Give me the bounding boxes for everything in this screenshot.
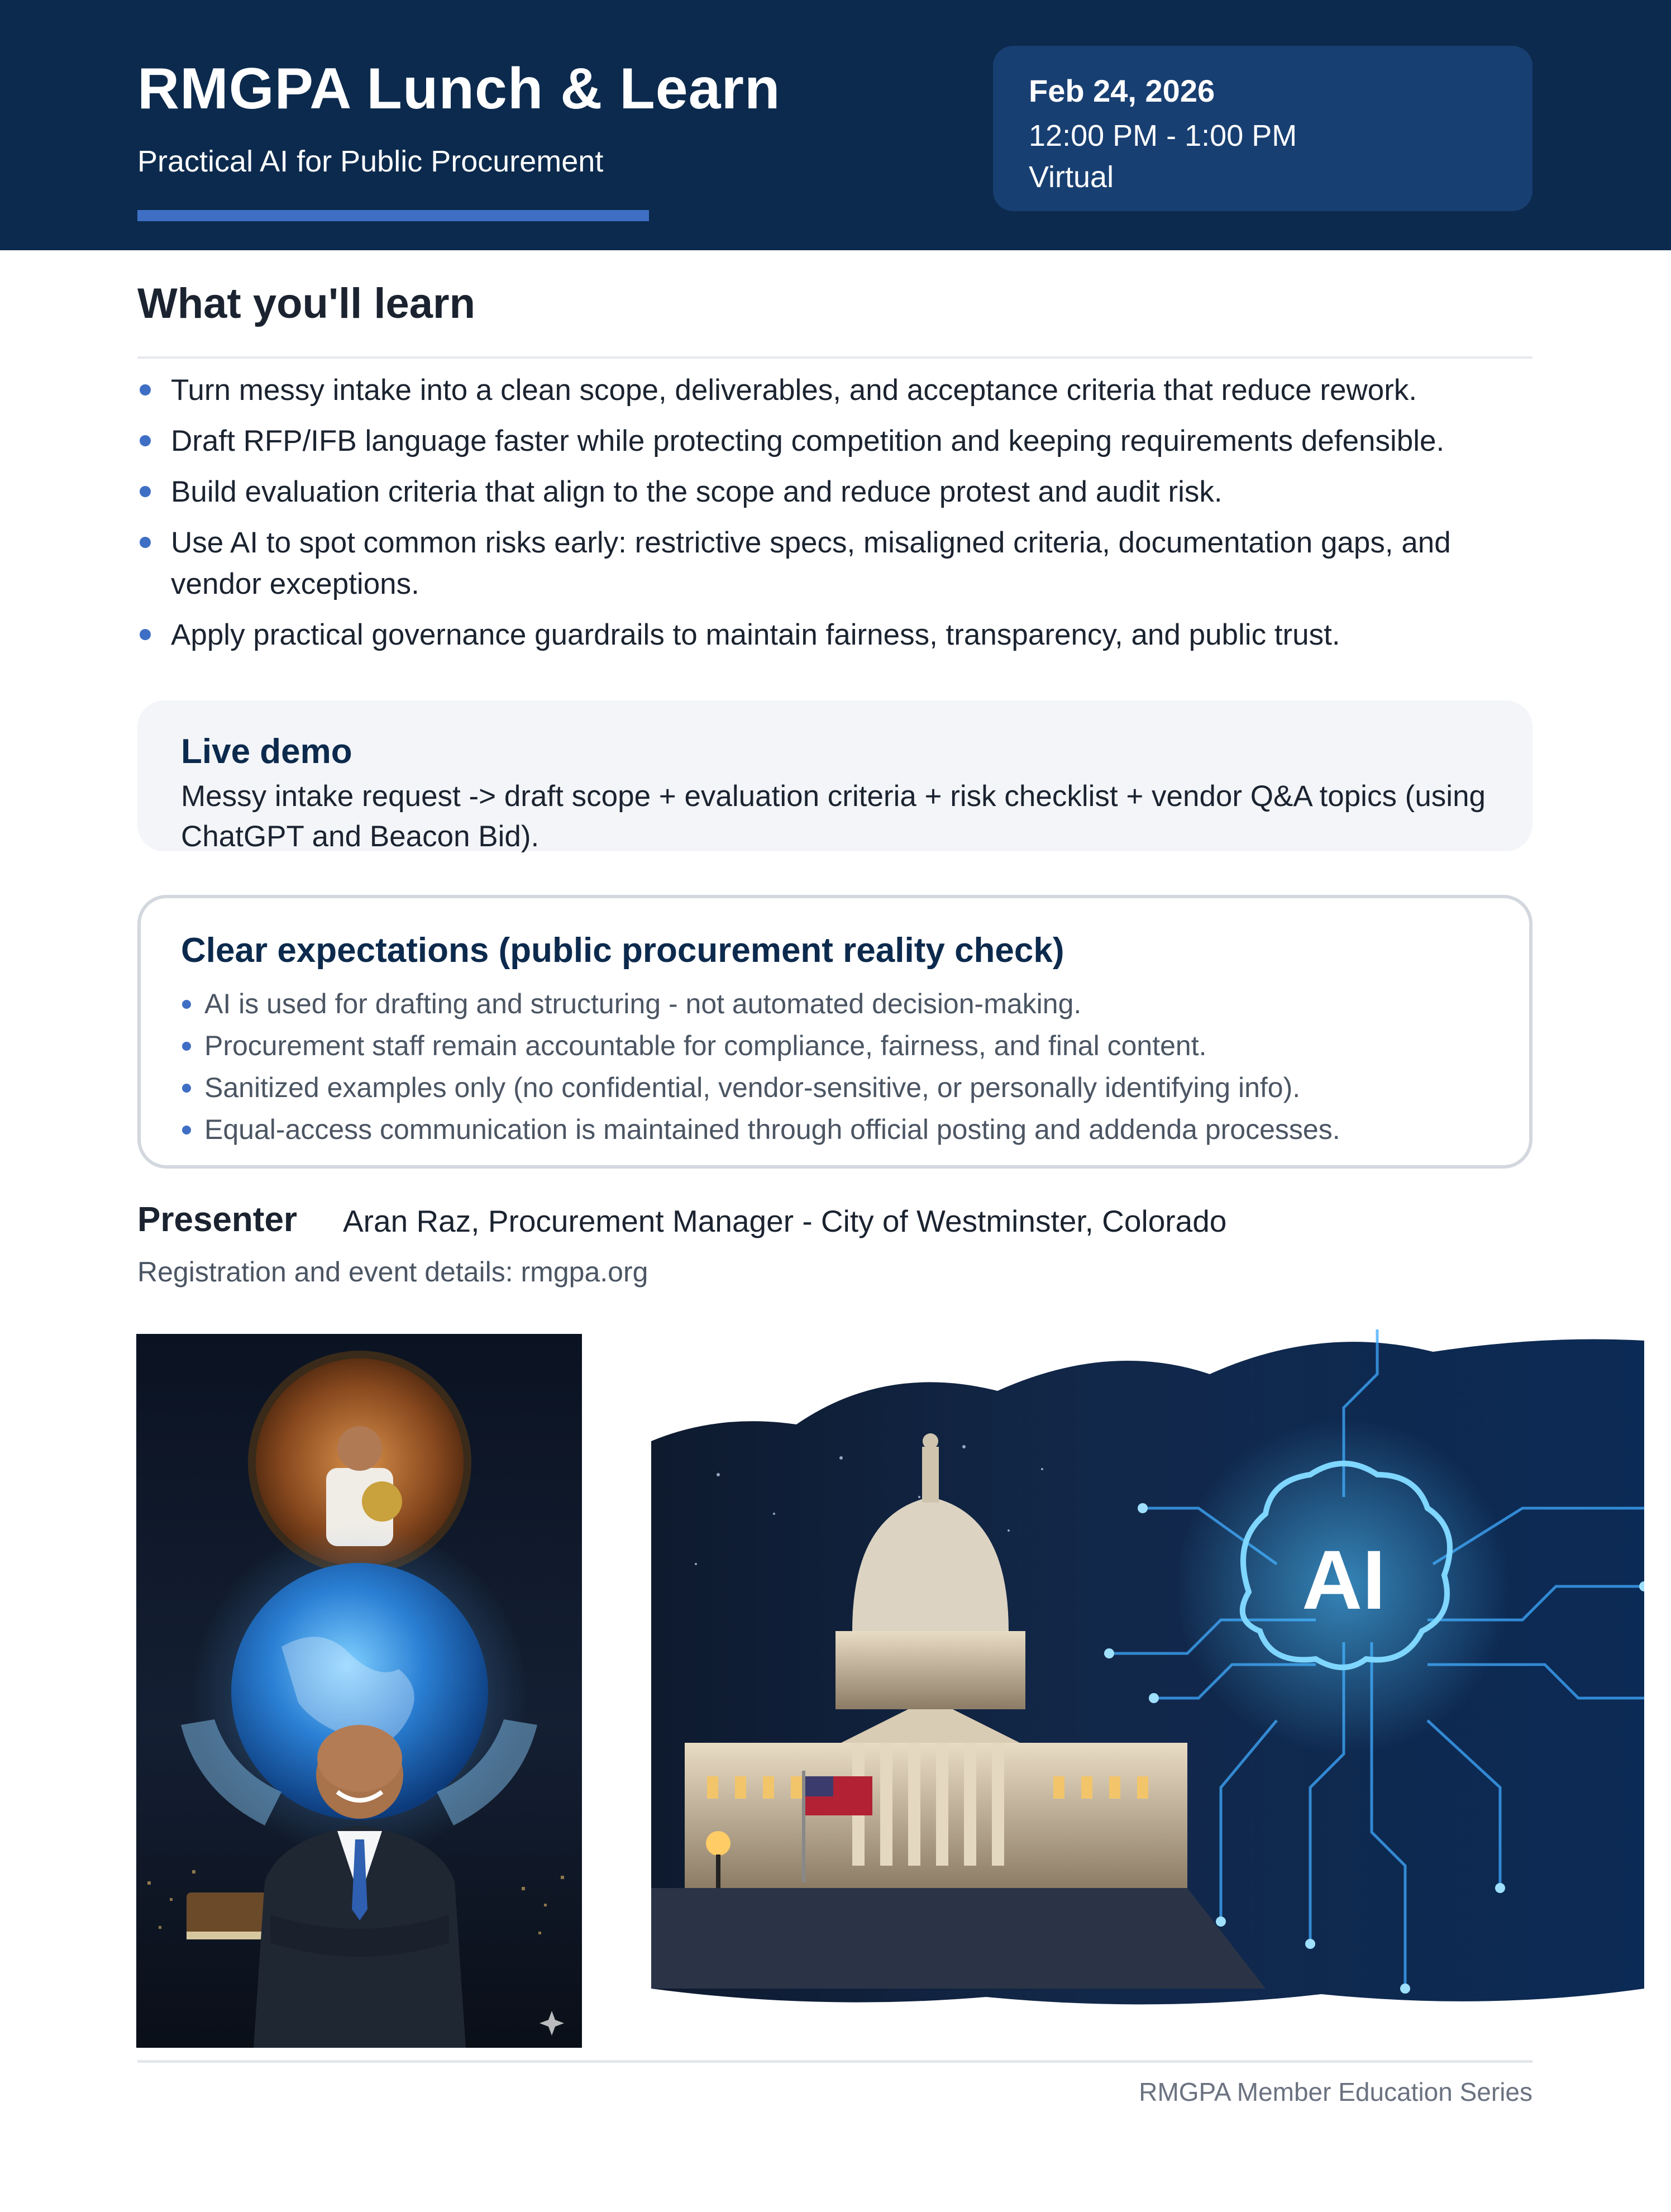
bullet-icon	[140, 486, 151, 497]
list-item	[181, 983, 1340, 1025]
bullet-icon	[182, 1084, 191, 1093]
header-banner	[0, 0, 1671, 250]
presenter-name: Aran Raz, Procurement Manager - City of Westminster, Colorado	[343, 1204, 1227, 1238]
title-underline	[137, 210, 649, 221]
expectations-box	[137, 895, 1532, 1169]
event-time: 12:00 PM - 1:00 PM	[1029, 119, 1297, 152]
list-item-text: AI is used for drafting and structuring - not automated decision-making.	[204, 988, 1082, 1019]
list-item-text: Procurement staff remain accountable for compliance, fairness, and final content.	[204, 1030, 1207, 1061]
live-demo-box	[137, 700, 1532, 851]
list-item	[137, 522, 1534, 605]
footer-text: RMGPA Member Education Series	[1139, 2077, 1532, 2106]
list-item-text: Turn messy intake into a clean scope, deliverables, and acceptance criteria that reduce rework.	[171, 374, 1417, 407]
expectations-list	[181, 983, 1340, 1151]
event-location: Virtual	[1029, 160, 1114, 194]
list-item-text: Apply practical governance guardrails to maintain fairness, transparency, and public trust.	[171, 618, 1340, 651]
bullet-icon	[140, 629, 151, 640]
bullet-icon	[140, 384, 151, 395]
list-item	[137, 614, 1534, 656]
footer-divider	[137, 2060, 1532, 2063]
expectations-title: Clear expectations (public procurement reality check)	[181, 931, 1064, 970]
list-item	[181, 1067, 1340, 1109]
bullet-icon	[140, 435, 151, 446]
list-item	[137, 370, 1534, 411]
event-date: Feb 24, 2026	[1029, 73, 1215, 108]
bullet-icon	[182, 1126, 191, 1134]
list-item	[137, 421, 1534, 462]
bullet-icon	[140, 537, 151, 548]
section-divider	[137, 356, 1532, 359]
live-demo-text: Messy intake request -> draft scope + evaluation criteria + risk checklist + vendor Q&A topics (using ChatGPT and Beacon Bid).	[181, 780, 1486, 853]
event-details-box	[993, 46, 1532, 211]
bullet-icon	[182, 1000, 191, 1009]
list-item-text: Sanitized examples only (no confidential, vendor-sensitive, or personally identifying info).	[204, 1072, 1301, 1103]
presenter-label: Presenter	[137, 1200, 298, 1239]
list-item	[137, 471, 1534, 513]
list-item	[181, 1025, 1340, 1067]
capitol-ai-illustration	[651, 1329, 1644, 2013]
event-subtitle: Practical AI for Public Procurement	[137, 145, 604, 178]
bullet-icon	[182, 1042, 191, 1051]
presenter-illustration	[136, 1334, 582, 2048]
list-item-text: Equal-access communication is maintained through official posting and addenda processes.	[204, 1114, 1340, 1145]
list-item-text: Use AI to spot common risks early: restrictive specs, misaligned criteria, documentation gaps, and vendor exceptions.	[171, 526, 1451, 600]
live-demo-title: Live demo	[181, 732, 352, 771]
event-title: RMGPA Lunch & Learn	[137, 56, 781, 121]
learn-heading: What you'll learn	[137, 280, 476, 327]
registration-details: Registration and event details: rmgpa.org	[137, 1256, 648, 1288]
learn-list	[137, 370, 1534, 665]
list-item-text: Build evaluation criteria that align to the scope and reduce protest and audit risk.	[171, 475, 1223, 508]
ai-badge: AI	[1302, 1533, 1386, 1627]
list-item-text: Draft RFP/IFB language faster while protecting competition and keeping requirements defensible.	[171, 425, 1445, 457]
list-item	[181, 1109, 1340, 1151]
